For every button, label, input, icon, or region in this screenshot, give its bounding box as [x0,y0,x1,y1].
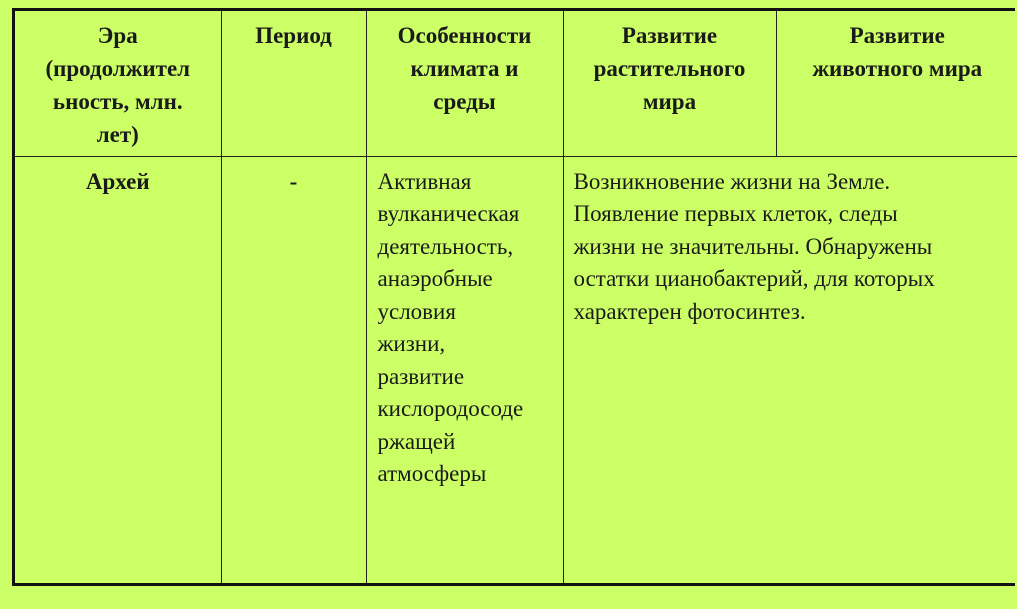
development-line: характерен фотосинтез. [573,298,806,324]
header-climate [366,11,563,156]
table-header-row [15,11,1017,156]
climate-line: кислородосоде [377,396,524,421]
header-animals [776,11,1017,156]
header-climate-line: среды [433,89,496,114]
development-line: Появление первых клеток, следы [573,201,898,226]
climate-line: деятельность, [377,233,514,259]
cell-era: Архей [15,156,221,583]
header-era-line: лет) [96,122,139,147]
header-plants [563,11,776,156]
climate-line: Активная [377,168,472,194]
header-era-line: (продолжител [45,56,191,81]
climate-line: развитие [377,363,465,389]
header-era-line: ьность, млн. [52,89,183,114]
climate-line: жизни, [377,331,446,356]
climate-line: анаэробные [377,266,493,291]
header-climate-line: Особенности [397,23,532,48]
header-period [221,11,366,156]
header-plants-line: растительного [593,56,746,81]
header-plants-line: мира [642,89,697,114]
climate-line: ржащей [377,428,456,454]
header-period-line: Период [255,23,332,48]
header-animals-line: Развитие [849,23,945,48]
development-line: Возникновение жизни на Земле. [573,168,891,194]
cell-development [563,156,1017,583]
header-animals-line: животного мира [812,56,983,81]
climate-line: условия [377,298,456,324]
header-era [15,11,221,156]
climate-line: вулканическая [377,201,520,226]
cell-period: - [221,156,366,583]
table-row [15,156,1017,583]
header-plants-line: Развитие [621,23,718,48]
climate-line: атмосферы [377,461,487,486]
cell-climate [366,156,563,583]
header-climate-line: климата и [410,56,519,81]
development-line: жизни не значительны. Обнаружены [573,233,933,259]
development-line: остатки цианобактерий, для которых [573,266,935,291]
header-era-line: Эра [97,23,138,48]
evolution-table-frame [12,8,1015,586]
evolution-table [15,11,1017,583]
